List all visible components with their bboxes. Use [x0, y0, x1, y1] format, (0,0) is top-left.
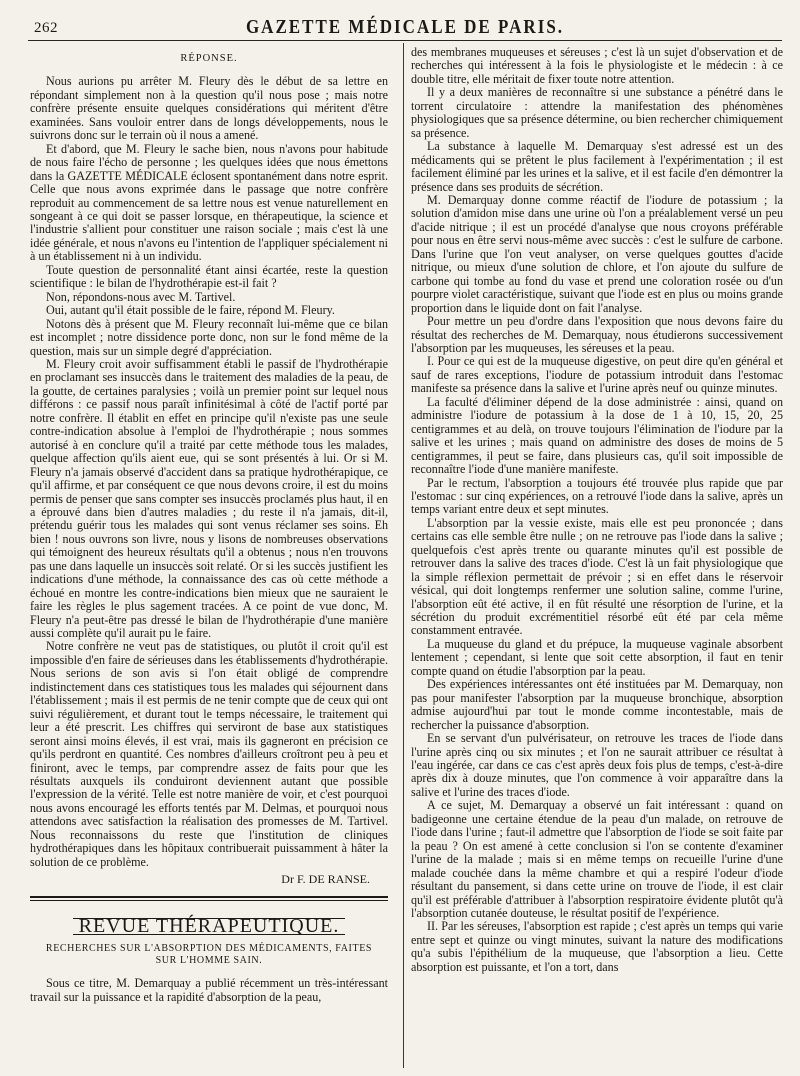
paragraph: Et d'abord, que M. Fleury le sache bien, nous n'avons pour habitude de nous faire l'écho de personne ; les quelques idées que nous émettons dans la GAZETTE MÉDICALE éclosent spontanément dans notre esprit. Celle que nous avons exprimée dans le passage que notre confrère reproduit au commencement de sa lettre nous est venue naturellement en songeant à ce qui doit se passer lorsque, en thérapeutique, la science et l'industrie s'allient pour constituer une raison sociale ; mais c'est là une idée générale, et nous n'avons eu l'intention de l'appliquer spécialement ni à un établissement ni à un individu. [30, 141, 388, 264]
signature: Dr F. DE RANSE. [281, 872, 370, 887]
paragraph: Nous aurions pu arrêter M. Fleury dès le début de sa lettre en répondant simplement non à la question qu'il nous pose ; mais notre confrère présente ensuite quelques considérations qui méritent d'être examinées. Sans vouloir entrer dans de longs développements, nous le suivrons donc sur le terrain où il nous a amené. [30, 74, 388, 143]
article-heading: RECHERCHES SUR L'ABSORPTION DES MÉDICAMENTS, FAITES SUR L'HOMME SAIN. [45, 943, 373, 967]
journal-title: GAZETTE MÉDICALE DE PARIS. [245, 15, 565, 38]
paragraph: En se servant d'un pulvérisateur, on retrouve les traces de l'iode dans l'urine après cinq ou six minutes ; et l'on ne saurait attribuer ce résultat à l'eau ingérée, car dans ce cas c'est après deux fois plus de temps, c'est-à-dire après dix à douze minutes, que l'on commence à voir apparaître dans la salive et l'urine des traces d'iode. [411, 731, 783, 799]
paragraph: Notons dès à présent que M. Fleury reconnaît lui-même que ce bilan est incomplet ; notre dissidence porte donc, non sur le fond même de la question, mais sur un simple degré d'appréciation. [30, 316, 388, 358]
paragraph: Notre confrère ne veut pas de statistiques, ou plutôt il croit qu'il est impossible d'en faire de sérieuses dans les établissements d'hydrothérapie. Nous serions de son avis si l'on était obligé de comprendre indistinctement dans ces statistiques tous les malades qui séjournent dans l'établissement ; mais il est permis de ne tenir compte que de ceux qui ont suivi régulièrement, et durant tout le temps nécessaire, le traitement qui leur a été prescrit. Les chiffres qui serviront de base aux statistiques seront ainsi moins élevés, il est vrai, mais ils gagneront en précision ce qu'ils perdront en quantité. Ces nombres d'ailleurs croîtront peu à peu et finiront, avec le temps, par comprendre assez de faits pour que les résultats auxquels ils conduiront deviennent autant que possible l'expression de la vérité. Telle est notre manière de voir, et c'est pourquoi nous avons encouragé les efforts tentés par M. Delmas, et pourquoi nous attendons avec satisfaction la réalisation des promesses de M. Tartivel. Nous reconnaissons du reste que l'institution de cliniques hydrothérapiques dans les hôpitaux contribuerait puissamment à hâter la solution de ce problème. [30, 639, 388, 869]
paragraph: La muqueuse du gland et du prépuce, la muqueuse vaginale absorbent lentement ; cependant, si lente que soit cette absorption, il faut en tenir compte quand on étudie l'absorption par la peau. [411, 636, 783, 678]
paragraph: I. Pour ce qui est de la muqueuse digestive, on peut dire qu'en général et sauf de rares exceptions, l'iodure de potassium introduit dans l'estomac manifeste sa présence dans la salive et l'urine après neuf ou quinze minutes. [411, 354, 783, 396]
header-rule [28, 40, 782, 41]
paragraph: La faculté d'éliminer dépend de la dose administrée : ainsi, quand on administre l'iodure de potassium à la dose de 1 à 10, 15, 20, 25 centigrammes et au delà, on trouve toujours l'élimination de l'iodure par la salive et les urines ; mais quand on administre des doses de moins de 5 centigrammes, il peut se faire, dans plusieurs cas, qu'il soit impossible de reconnaître l'iode d'une manière manifeste. [411, 394, 783, 477]
left-column [30, 46, 388, 1004]
reponse-heading: RÉPONSE. [180, 53, 238, 64]
section-title-text: REVUE THÉRAPEUTIQUE. [73, 918, 346, 935]
paragraph: Par le rectum, l'absorption a toujours été trouvée plus rapide que par l'estomac : sur cinq expériences, on a retrouvé l'iode dans la salive, après un temps variant entre deux et sept minutes. [411, 475, 783, 517]
section-title [30, 914, 388, 937]
right-column [411, 46, 783, 974]
paragraph: Pour mettre un peu d'ordre dans l'exposition que nous devons faire du résultat des recherches de M. Demarquay, nous étudierons successivement l'absorption par les muqueuses, les séreuses et la peau. [411, 314, 783, 355]
paragraph: II. Par les séreuses, l'absorption est rapide ; c'est après un temps qui varie entre sept et quinze ou vingt minutes, suivant la nature des modifications qu'a subis l'épithélium de la muqueuse, que l'absorption a lieu. Cette absorption est puissante, et l'on a tort, dans [411, 919, 783, 974]
paragraph: A ce sujet, M. Demarquay a observé un fait intéressant : quand on badigeonne une certaine étendue de la peau d'un malade, on retrouve de l'iode dans l'urine ; faut-il admettre que l'absorption de l'iode se soit faite par la peau ? On est amené à cette conclusion si l'on se contente d'examiner l'urine de la malade ; mais si en même temps on recueille l'urine d'une malade couchée dans la même chambre et qui a respiré l'odeur d'iode résultant du pansement, si dans cette urine on trouve de l'iode, il est clair qu'il est préférable d'attribuer à l'absorption respiratoire évidente plutôt qu'à l'absorption cutanée douteuse, le résultat positif de l'expérience. [411, 798, 783, 920]
paragraph: Des expériences intéressantes ont été instituées par M. Demarquay, non pas pour manifester l'absorption par la muqueuse bronchique, absorption admise aujourd'hui par tout le monde comme incontestable, mais de rechercher la puissance d'absorption. [411, 677, 783, 732]
paragraph: La substance à laquelle M. Demarquay s'est adressé est un des médicaments qui se prêtent le plus facilement à l'expérimentation ; il est facilement éliminé par les urines et la salive, et il est facile d'en démontrer la présence dans ses produits de sécrétion. [411, 139, 783, 194]
paragraph: Sous ce titre, M. Demarquay a publié récemment un très-intéressant travail sur la puissance et la rapidité d'absorption de la peau, [30, 976, 388, 1004]
paragraph: Non, répondons-nous avec M. Tartivel. [46, 289, 236, 304]
paragraph: M. Demarquay donne comme réactif de l'iodure de potassium ; la solution d'amidon mise dans une urine où l'on a préalablement versé un peu d'acide nitrique ; il est un procédé d'analyse que nous croyons préférable pour nous en être servi nous-même avec succès : c'est le sulfure de carbone. Dans l'urine que l'on veut analyser, on verse quelques gouttes d'acide nitrique, ou mieux d'une solution de chlore, et l'on ajoute du sulfure de carbone qui tombe au fond du vase et prend une coloration rosée ou d'un pourpre violet caractéristique, suivant que l'iode est en plus ou moins grande proportion dans le liquide dont on fait l'analyse. [411, 192, 783, 315]
page-number: 262 [34, 20, 58, 36]
paragraph: L'absorption par la vessie existe, mais elle est peu prononcée ; dans certains cas elle semble être nulle ; on ne retrouve pas l'iode dans la salive ; quelquefois c'est après trente ou quarante minutes qu'il est possible de retrouver dans la salive des traces d'iode. C'est là un fait physiologique que la simple réflexion permettait de prévoir ; si en effet dans le réservoir vésical, qui doit longtemps renfermer une solution saline, comme l'urine, l'absorption eût été active, il en fût résulté une résorption de l'urine, et la sécrétion du produit excrémentitiel résorbé eût été par cela même constamment entravée. [411, 515, 783, 638]
section-rule-thick [30, 896, 388, 898]
paragraph: Toute question de personnalité étant ainsi écartée, reste la question scientifique : le bilan de l'hydrothérapie est-il fait ? [30, 262, 388, 291]
paragraph: Il y a deux manières de reconnaître si une substance a pénétré dans le torrent circulatoire : attendre la manifestation des phénomènes physiologiques que sa présence détermine, ou bien rechercher chimiquement sa présence. [411, 85, 783, 140]
page-header [28, 14, 782, 40]
paragraph: Oui, autant qu'il était possible de le faire, répond M. Fleury. [46, 303, 335, 318]
section-rule-thin [30, 900, 388, 901]
paragraph: M. Fleury croit avoir suffisamment établi le passif de l'hydrothérapie en proclamant ses insuccès dans le traitement des maladies de la peau, de la goutte, de certaines paralysies ; voilà un premier point sur lequel nous différons : ce passif nous paraît infinitésimal à côté de l'actif porté par notre confrère. Il établit en effet en principe qu'il n'existe pas une seule contre-indication absolue à l'emploi de l'hydrothérapie ; nous sommes autorisé à en conclure qu'il a traité par cette méthode tous les malades, quelque affection qu'ils aient eue, qui se sont présentés à lui. Or si M. Fleury n'a jamais observé d'accident dans sa pratique hydrothérapique, ce qu'il affirme, et par conséquent ce que nous devons croire, il est du moins permis de penser que sans compter ses insuccès proclamés plus haut, il en a éprouvé dans bien d'autres maladies ; du reste il n'a jamais, dit-il, prétendu guérir tous les malades qui sont venus réclamer ses soins. Eh bien ! nous ouvrons son livre, nous y lisons de nombreuses observations qui témoignent des heureux résultats qu'il a obtenus ; nous n'en trouvons pas une dans laquelle un insuccès soit relaté. Or si les succès justifient les indications d'une méthode, la connaissance des cas où cette méthode a échoué en montre les contre-indications bien mieux que ne sauraient le faire les règles le plus sagement tracées. A ce point de vue donc, M. Fleury n'a peut-être pas dressé le bilan de l'hydrothérapie d'une manière aussi complète qu'il aurait pu le faire. [30, 356, 388, 641]
paragraph: des membranes muqueuses et séreuses ; c'est là un sujet d'observation et de recherches qui intéressent à la fois le physiologiste et le médecin : à ce double titre, elle méritait de fixer toute notre attention. [411, 45, 783, 86]
column-rule [403, 43, 404, 1068]
